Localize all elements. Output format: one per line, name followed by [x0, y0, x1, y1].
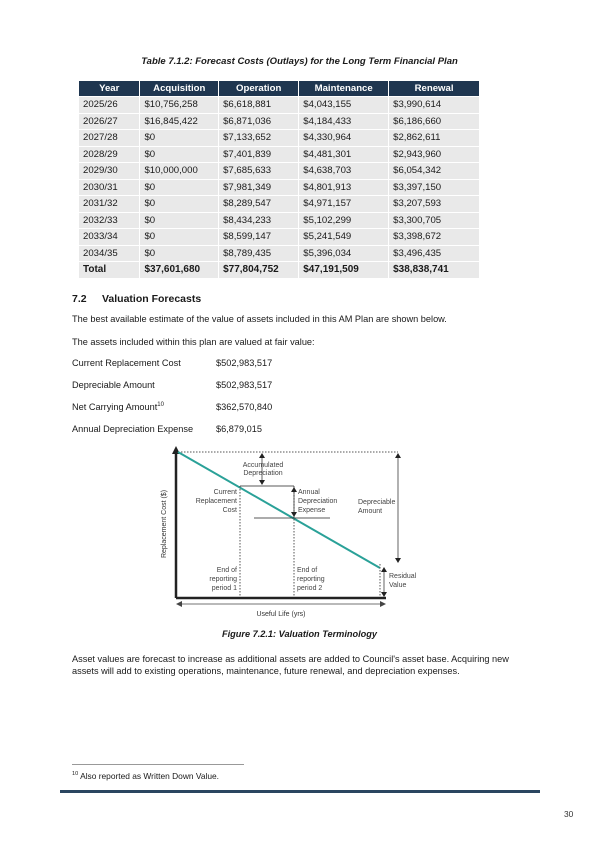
table-cell: $4,330,964	[299, 130, 389, 147]
footnote	[72, 771, 219, 781]
table-cell: $10,000,000	[140, 163, 219, 180]
valuation-item	[72, 380, 272, 390]
valuation-item	[72, 402, 272, 412]
current-replacement-cost-label-1: Current	[213, 489, 237, 496]
current-replacement-cost-label-2: Replacement	[195, 498, 237, 505]
table-cell: $0	[140, 229, 219, 246]
accumulated-depreciation-label-1: Accumulated	[242, 462, 284, 469]
paragraph: The best available estimate of the value of assets included in this AM Plan are shown below.	[72, 314, 447, 324]
footer-rule	[60, 790, 540, 793]
span-arrow-left	[176, 601, 182, 607]
end-period-2-label-3: period 2	[297, 585, 323, 592]
table-cell: $2,943,960	[389, 146, 480, 163]
section-number: 7.2	[72, 293, 87, 305]
column-header-year: Year	[79, 81, 140, 97]
table-cell: $0	[140, 196, 219, 213]
depreciable-amount-label-2: Amount	[358, 508, 383, 515]
table-cell: 2031/32	[79, 196, 140, 213]
end-period-1-label-3: period 1	[211, 585, 237, 592]
arrowhead	[259, 480, 265, 485]
table-cell: $6,618,881	[219, 97, 299, 114]
valuation-label: Depreciable Amount	[72, 380, 155, 390]
table-cell: 2033/34	[79, 229, 140, 246]
table-cell: $4,638,703	[299, 163, 389, 180]
table-cell: $3,990,614	[389, 97, 480, 114]
table-cell: $5,102,299	[299, 212, 389, 229]
footnote-number: 10	[72, 771, 79, 778]
table-cell: $10,756,258	[140, 97, 219, 114]
table-cell: 2026/27	[79, 113, 140, 130]
table-cell: $6,871,036	[219, 113, 299, 130]
table-header-row	[79, 81, 480, 97]
arrowhead	[381, 567, 387, 572]
section-title: Valuation Forecasts	[102, 293, 202, 305]
table-cell: 2025/26	[79, 97, 140, 114]
table-cell: $37,601,680	[140, 262, 219, 279]
table-cell: 2034/35	[79, 245, 140, 262]
valuation-terminology-diagram	[158, 446, 420, 624]
table-cell: $2,862,611	[389, 130, 480, 147]
residual-value-label-2: Value	[389, 582, 407, 589]
valuation-value: $6,879,015	[216, 424, 262, 434]
table-cell: $6,186,660	[389, 113, 480, 130]
table-row	[79, 229, 480, 246]
table-total-row	[79, 262, 480, 279]
table-cell: $0	[140, 179, 219, 196]
current-replacement-cost-label-3: Cost	[222, 507, 237, 514]
table-cell: $4,971,157	[299, 196, 389, 213]
page-number: 30	[564, 809, 574, 819]
annual-depreciation-label-3: Expense	[298, 507, 326, 514]
table-cell: $8,599,147	[219, 229, 299, 246]
valuation-value: $362,570,840	[216, 402, 273, 413]
footnote-text: Also reported as Written Down Value.	[80, 771, 219, 781]
table-cell: $4,481,301	[299, 146, 389, 163]
annual-depreciation-label-2: Depreciation	[298, 498, 338, 505]
depreciable-amount-label-1: Depreciable	[358, 499, 396, 506]
table-cell: $3,496,435	[389, 245, 480, 262]
table-row	[79, 146, 480, 163]
table-row	[79, 163, 480, 180]
table-cell: $3,207,593	[389, 196, 480, 213]
arrowhead	[395, 558, 401, 563]
table-cell: $0	[140, 212, 219, 229]
arrowhead	[291, 512, 297, 517]
table-row	[79, 196, 480, 213]
table-cell: 2030/31	[79, 179, 140, 196]
table-cell: $3,397,150	[389, 179, 480, 196]
table-row	[79, 179, 480, 196]
arrowhead	[259, 453, 265, 458]
table-cell: $8,289,547	[219, 196, 299, 213]
table-cell: $47,191,509	[299, 262, 389, 279]
table-row	[79, 245, 480, 262]
residual-value-label-1: Residual	[389, 573, 417, 580]
table-row	[79, 113, 480, 130]
footnote-divider	[72, 764, 244, 765]
column-header-acquisition: Acquisition	[140, 81, 219, 97]
table-cell: $5,396,034	[299, 245, 389, 262]
table-cell: $3,300,705	[389, 212, 480, 229]
span-arrow-right	[380, 601, 386, 607]
table-cell: $6,054,342	[389, 163, 480, 180]
y-axis-label: Replacement Cost ($)	[161, 489, 168, 559]
valuation-label: Annual Depreciation Expense	[72, 424, 194, 434]
table-cell: $7,401,839	[219, 146, 299, 163]
table-cell: $0	[140, 245, 219, 262]
table-row	[79, 212, 480, 229]
footnote-ref[interactable]: 10	[157, 402, 164, 408]
x-axis-label: Useful Life (yrs)	[256, 611, 306, 618]
table-cell: Total	[79, 262, 140, 279]
arrowhead	[395, 453, 401, 458]
end-period-1-label-1: End of	[216, 567, 237, 574]
valuation-item	[72, 358, 272, 368]
arrowhead	[381, 592, 387, 597]
table-cell: $7,685,633	[219, 163, 299, 180]
table-cell: $8,789,435	[219, 245, 299, 262]
table-cell: 2027/28	[79, 130, 140, 147]
table-cell: $7,981,349	[219, 179, 299, 196]
table-cell: $8,434,233	[219, 212, 299, 229]
end-period-2-label-2: reporting	[297, 576, 325, 583]
table-cell: $5,241,549	[299, 229, 389, 246]
section-heading	[72, 293, 201, 305]
table-cell: $4,043,155	[299, 97, 389, 114]
paragraph: Asset values are forecast to increase as additional assets are added to Council's asset base. Acquiring new assets will add to existing operations, maintenance, future renewal, and depreciation expenses.	[72, 654, 509, 676]
table-cell: $0	[140, 130, 219, 147]
table-cell: $4,801,913	[299, 179, 389, 196]
paragraph: The assets included within this plan are valued at fair value:	[72, 337, 315, 347]
column-header-renewal: Renewal	[389, 81, 480, 97]
accumulated-depreciation-label-2: Depreciation	[243, 470, 283, 477]
table-row	[79, 130, 480, 147]
end-period-2-label-1: End of	[297, 567, 318, 574]
table-cell: $4,184,433	[299, 113, 389, 130]
valuation-item	[72, 424, 262, 434]
arrowhead	[291, 487, 297, 492]
table-cell: $38,838,741	[389, 262, 480, 279]
end-period-1-label-2: reporting	[209, 576, 237, 583]
valuation-label: Current Replacement Cost	[72, 358, 181, 368]
column-header-operation: Operation	[219, 81, 299, 97]
table-cell: 2029/30	[79, 163, 140, 180]
table-cell: $0	[140, 146, 219, 163]
column-header-maintenance: Maintenance	[299, 81, 389, 97]
table-row	[79, 97, 480, 114]
table-cell: 2032/33	[79, 212, 140, 229]
table-cell: 2028/29	[79, 146, 140, 163]
annual-depreciation-label-1: Annual	[298, 489, 320, 496]
forecast-costs-table	[78, 80, 480, 279]
valuation-label: Net Carrying Amount	[72, 402, 158, 413]
table-cell: $3,398,672	[389, 229, 480, 246]
table-caption: Table 7.1.2: Forecast Costs (Outlays) for the Long Term Financial Plan	[141, 56, 458, 67]
table-cell: $16,845,422	[140, 113, 219, 130]
table-cell: $7,133,652	[219, 130, 299, 147]
valuation-value: $502,983,517	[216, 358, 273, 368]
figure-caption: Figure 7.2.1: Valuation Terminology	[221, 629, 378, 639]
table-cell: $77,804,752	[219, 262, 299, 279]
valuation-value: $502,983,517	[216, 380, 273, 390]
